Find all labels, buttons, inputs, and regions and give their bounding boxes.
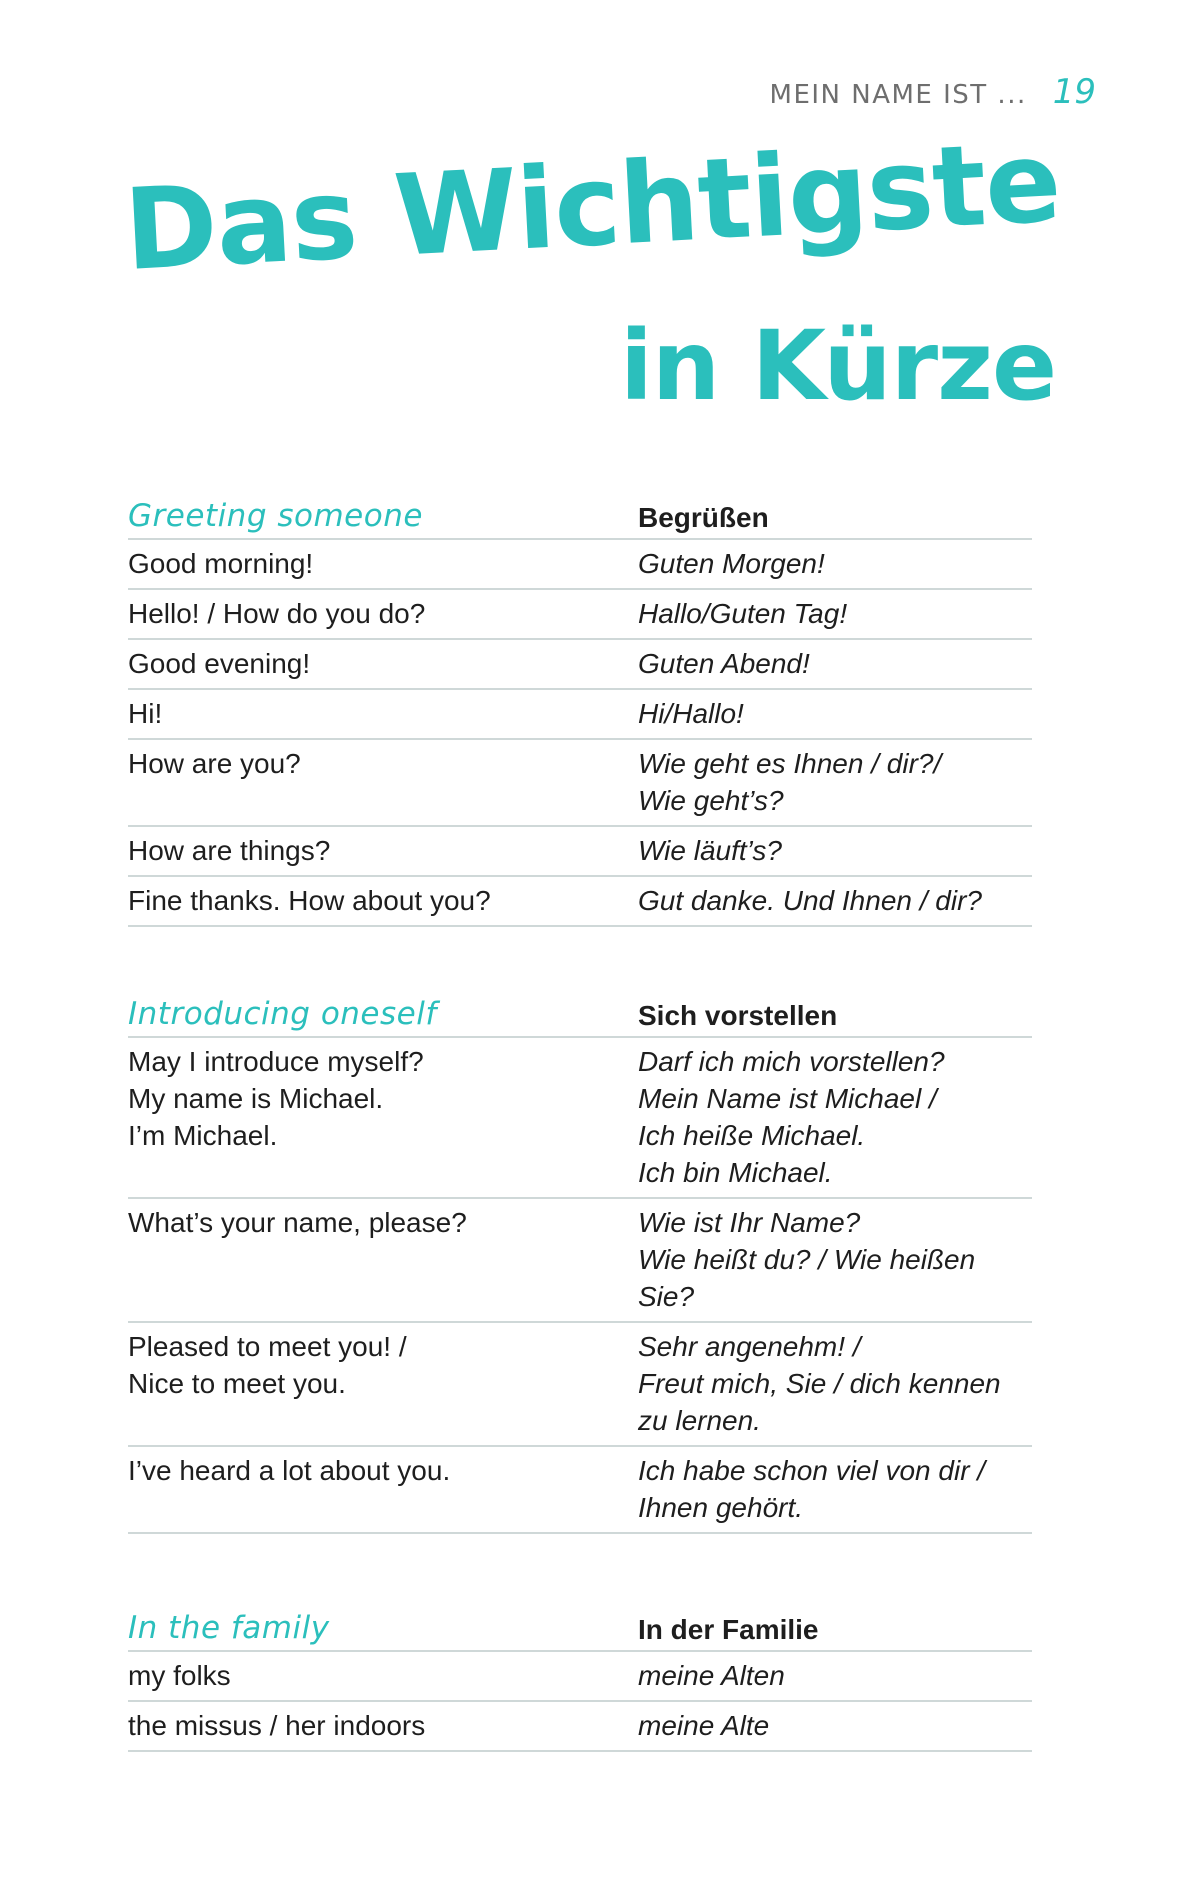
- running-head: [770, 72, 1096, 112]
- phrase-de: meine Alten: [638, 1660, 785, 1691]
- phrase-en: I’ve heard a lot about you.: [128, 1455, 451, 1486]
- phrase-de: Guten Abend!: [638, 648, 810, 679]
- phrase-de: Gut danke. Und Ihnen / dir?: [638, 885, 982, 916]
- section-heading-en: Greeting someone: [128, 498, 423, 534]
- phrase-de: Wie läuft’s?: [638, 835, 782, 866]
- page-title-line-1: Das Wichtigste: [121, 117, 1064, 296]
- phrase-row: [128, 1323, 1032, 1447]
- page-title-line-2: in Kürze: [620, 310, 1057, 422]
- phrase-en: How are things?: [128, 835, 331, 866]
- section-header: [128, 492, 1032, 540]
- phrase-row: [128, 740, 1032, 827]
- phrase-row: [128, 1702, 1032, 1752]
- phrase-row: [128, 1652, 1032, 1702]
- phrase-de: meine Alte: [638, 1710, 770, 1741]
- section-header: [128, 990, 1032, 1038]
- phrase-row: [128, 1199, 1032, 1323]
- phrase-row: [128, 1038, 1032, 1199]
- phrase-de: Sehr angenehm! / Freut mich, Sie / dich kennen zu lernen.: [638, 1331, 1001, 1436]
- phrase-en: Hi!: [128, 698, 163, 729]
- phrase-en: Fine thanks. How about you?: [128, 885, 491, 916]
- phrase-row: [128, 540, 1032, 590]
- section-family: [128, 1604, 1032, 1752]
- page-number: 19: [1052, 72, 1096, 112]
- phrase-en: Good evening!: [128, 648, 311, 679]
- phrase-de: Darf ich mich vorstellen? Mein Name ist Michael / Ich heiße Michael. Ich bin Michael.: [638, 1046, 945, 1188]
- phrase-de: Hi/Hallo!: [638, 698, 744, 729]
- phrase-en: Hello! / How do you do?: [128, 598, 426, 629]
- section-introducing: [128, 990, 1032, 1534]
- phrase-en: How are you?: [128, 748, 301, 779]
- phrase-row: [128, 1447, 1032, 1534]
- section-heading-de: In der Familie: [638, 1614, 819, 1645]
- section-greeting: [128, 492, 1032, 927]
- phrase-row: [128, 877, 1032, 927]
- phrase-en: What’s your name, please?: [128, 1207, 467, 1238]
- phrase-en: the missus / her indoors: [128, 1710, 426, 1741]
- phrase-en: May I introduce myself? My name is Michael. I’m Michael.: [128, 1046, 424, 1151]
- phrase-de: Wie geht es Ihnen / dir?/ Wie geht’s?: [638, 748, 942, 816]
- section-heading-en: Introducing oneself: [128, 996, 437, 1032]
- section-heading-de: Sich vorstellen: [638, 1000, 838, 1031]
- phrase-de: Hallo/Guten Tag!: [638, 598, 848, 629]
- phrase-row: [128, 827, 1032, 877]
- phrase-row: [128, 590, 1032, 640]
- phrase-de: Wie ist Ihr Name? Wie heißt du? / Wie heißen Sie?: [638, 1207, 976, 1312]
- phrase-en: Good morning!: [128, 548, 314, 579]
- chapter-title: MEIN NAME IST ...: [769, 80, 1027, 110]
- section-header: [128, 1604, 1032, 1652]
- section-heading-en: In the family: [128, 1610, 330, 1646]
- section-heading-de: Begrüßen: [638, 502, 769, 533]
- phrase-row: [128, 690, 1032, 740]
- phrase-en: my folks: [128, 1660, 231, 1691]
- phrase-de: Guten Morgen!: [638, 548, 825, 579]
- phrase-de: Ich habe schon viel von dir / Ihnen gehört.: [638, 1455, 986, 1523]
- phrase-en: Pleased to meet you! / Nice to meet you.: [128, 1331, 407, 1399]
- phrase-row: [128, 640, 1032, 690]
